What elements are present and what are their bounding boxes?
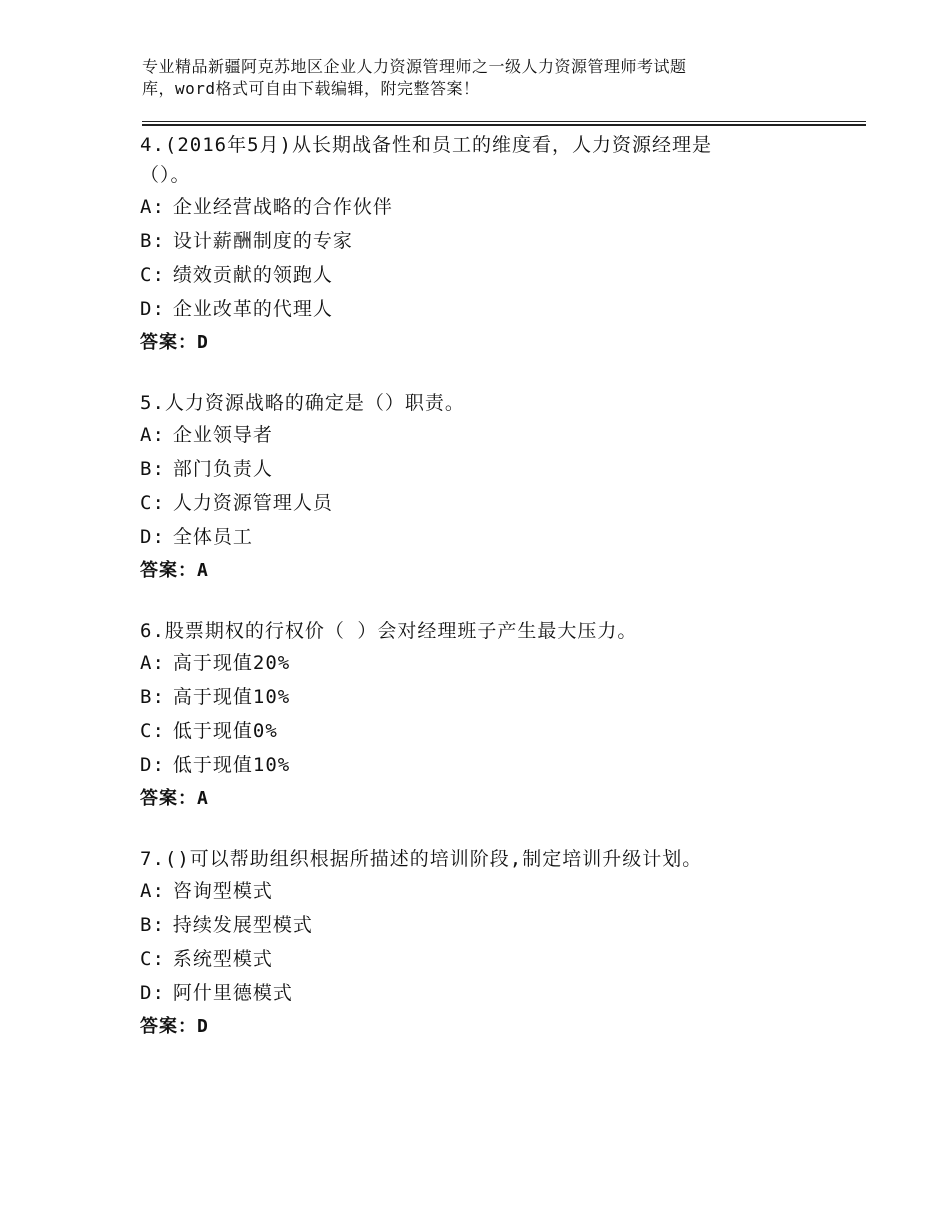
option-row bbox=[140, 418, 880, 452]
option-row bbox=[140, 908, 880, 942]
option-text: 持续发展型模式 bbox=[172, 914, 313, 936]
option-letter: C: bbox=[140, 264, 165, 286]
option-letter: C: bbox=[140, 492, 165, 514]
option-letter: C: bbox=[140, 948, 165, 970]
option-text: 阿什里德模式 bbox=[172, 982, 293, 1004]
option-row bbox=[140, 190, 880, 224]
option-row bbox=[140, 748, 880, 782]
option-text: 企业领导者 bbox=[172, 424, 273, 446]
option-text: 绩效贡献的领跑人 bbox=[172, 264, 333, 286]
option-row bbox=[140, 520, 880, 554]
question-stem bbox=[140, 388, 880, 418]
option-letter: C: bbox=[140, 720, 165, 742]
option-row bbox=[140, 292, 880, 326]
question-stem bbox=[140, 130, 880, 190]
answer-line: 答案：A bbox=[140, 560, 209, 581]
question-block bbox=[140, 388, 880, 588]
option-text: 企业经营战略的合作伙伴 bbox=[172, 196, 393, 218]
option-text: 系统型模式 bbox=[172, 948, 273, 970]
option-letter: A: bbox=[140, 880, 165, 902]
option-row bbox=[140, 942, 880, 976]
option-letter: B: bbox=[140, 686, 165, 708]
option-letter: B: bbox=[140, 230, 165, 252]
option-row bbox=[140, 874, 880, 908]
option-text: 部门负责人 bbox=[172, 458, 273, 480]
option-row bbox=[140, 486, 880, 520]
option-text: 低于现值10% bbox=[172, 754, 291, 776]
option-row bbox=[140, 224, 880, 258]
option-text: 高于现值20% bbox=[172, 652, 291, 674]
option-row bbox=[140, 714, 880, 748]
option-letter: D: bbox=[140, 754, 165, 776]
option-letter: D: bbox=[140, 298, 165, 320]
header-line-2: 库，word格式可自由下载编辑，附完整答案！ bbox=[142, 79, 480, 98]
option-row bbox=[140, 680, 880, 714]
header-divider bbox=[142, 121, 866, 126]
option-text: 咨询型模式 bbox=[172, 880, 273, 902]
question-list bbox=[140, 130, 880, 1072]
option-text: 企业改革的代理人 bbox=[172, 298, 333, 320]
question-stem-line: 4.(2016年5月)从长期战备性和员工的维度看，人力资源经理是 bbox=[140, 134, 712, 156]
question-stem-line: 5.人力资源战略的确定是（）职责。 bbox=[140, 392, 465, 414]
answer-line: 答案：D bbox=[140, 1016, 209, 1037]
option-text: 低于现值0% bbox=[172, 720, 278, 742]
question-block bbox=[140, 130, 880, 360]
option-row bbox=[140, 452, 880, 486]
question-stem bbox=[140, 616, 880, 646]
header-line-1: 专业精品新疆阿克苏地区企业人力资源管理师之一级人力资源管理师考试题 bbox=[142, 57, 687, 76]
option-row bbox=[140, 258, 880, 292]
option-letter: B: bbox=[140, 458, 165, 480]
question-stem bbox=[140, 844, 880, 874]
option-letter: A: bbox=[140, 196, 165, 218]
option-text: 设计薪酬制度的专家 bbox=[172, 230, 353, 252]
option-letter: D: bbox=[140, 526, 165, 548]
question-block bbox=[140, 616, 880, 816]
document-header bbox=[142, 56, 842, 100]
question-block bbox=[140, 844, 880, 1044]
question-stem-line: 6.股票期权的行权价（ ）会对经理班子产生最大压力。 bbox=[140, 620, 638, 642]
option-letter: D: bbox=[140, 982, 165, 1004]
option-row bbox=[140, 976, 880, 1010]
option-letter: A: bbox=[140, 424, 165, 446]
option-text: 全体员工 bbox=[172, 526, 253, 548]
question-stem-line: 7.()可以帮助组织根据所描述的培训阶段,制定培训升级计划。 bbox=[140, 848, 703, 870]
option-letter: B: bbox=[140, 914, 165, 936]
option-row bbox=[140, 646, 880, 680]
option-letter: A: bbox=[140, 652, 165, 674]
answer-line: 答案：A bbox=[140, 788, 209, 809]
question-stem-line: （）。 bbox=[140, 164, 191, 186]
answer-line: 答案：D bbox=[140, 332, 209, 353]
option-text: 人力资源管理人员 bbox=[172, 492, 333, 514]
option-text: 高于现值10% bbox=[172, 686, 291, 708]
